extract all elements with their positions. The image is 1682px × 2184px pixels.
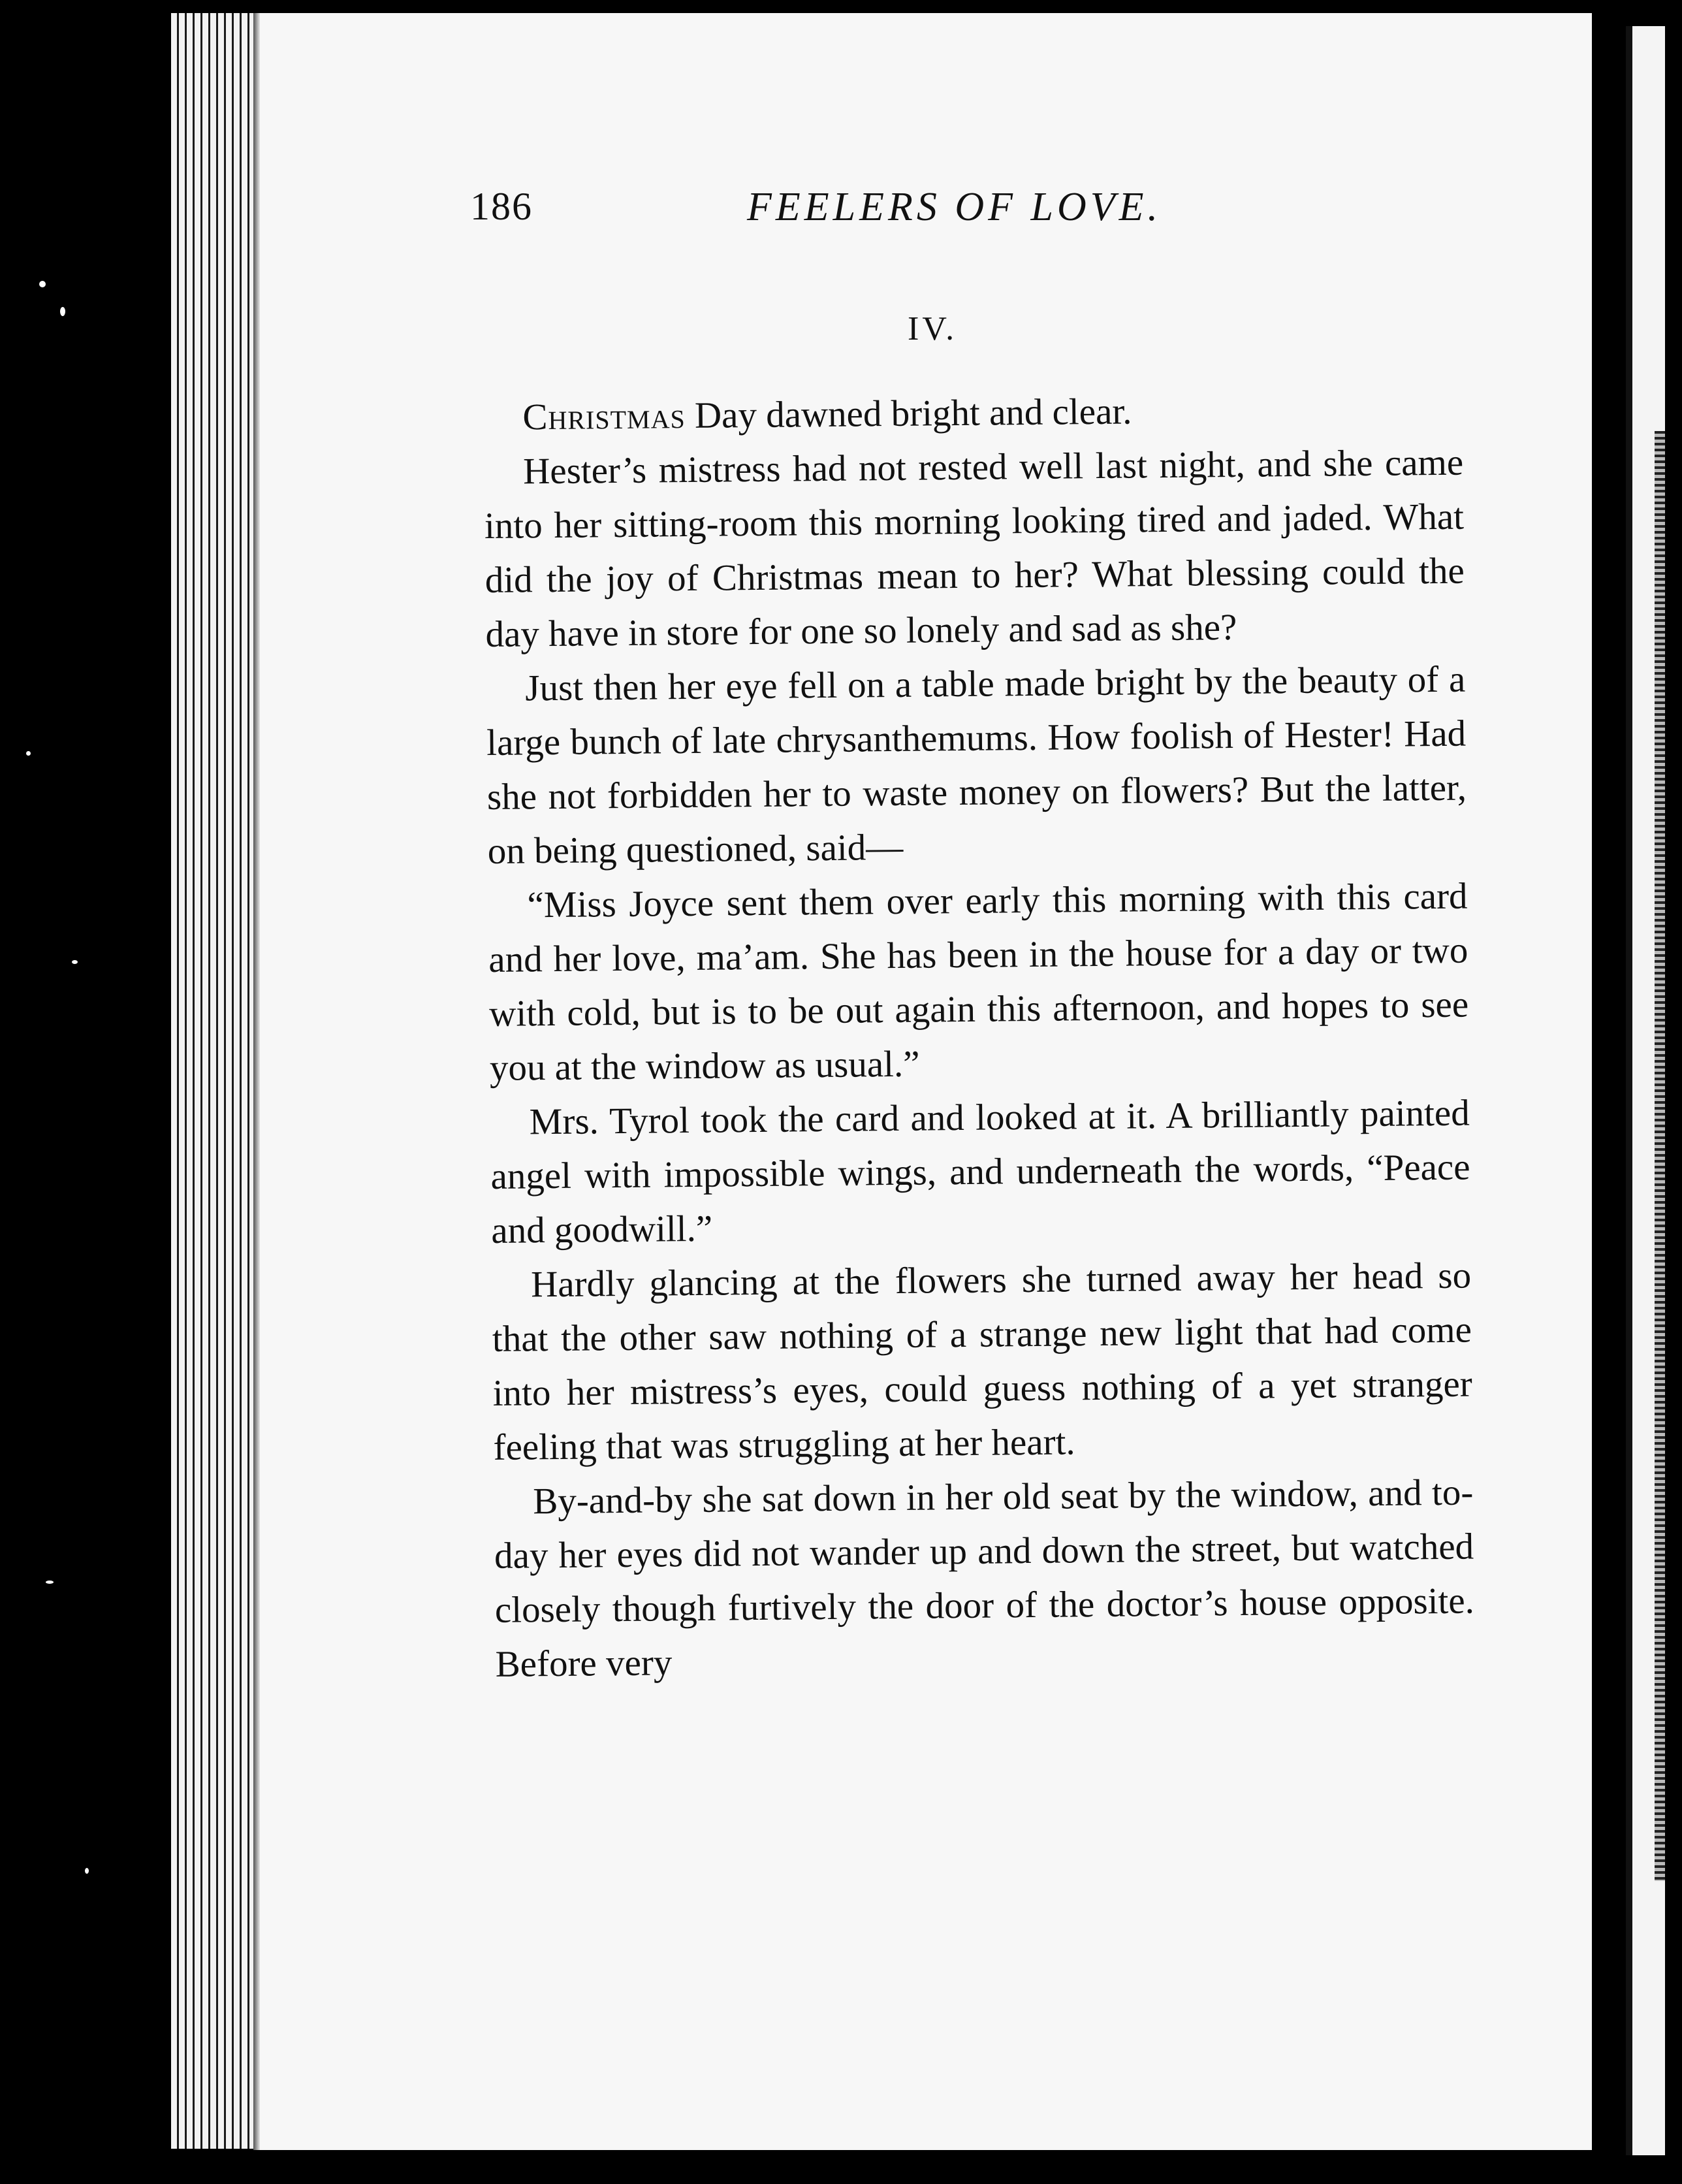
page-number: 186 bbox=[470, 185, 533, 228]
paragraph-text: Just then her eye fell on a table made bright by the beauty of a large bunch of late chrysanthemums. How foolish of Hester! Had she not forbidden her to waste money on flowers? But the latter, on being questioned, said— bbox=[486, 658, 1467, 872]
paragraph-text: “Miss Joyce sent them over early this morning with this card and her love, ma’am. She has been in the house for a day or two with cold, but is to be out again this afternoon, and hopes to see you at the window as usual.” bbox=[488, 875, 1469, 1089]
section-number: IV. bbox=[908, 310, 958, 347]
paragraph bbox=[490, 1086, 1470, 1258]
paragraph-text: Hardly glancing at the flowers she turned away her head so that the other saw nothing of a strange new light that had come into her mistress’s eyes, could guess nothing of a yet stranger feeling that was struggling at her heart. bbox=[492, 1255, 1472, 1468]
paragraph bbox=[492, 1249, 1473, 1475]
facing-page-edge bbox=[1626, 26, 1665, 2155]
running-head bbox=[470, 184, 1567, 236]
scan-speck bbox=[60, 307, 65, 316]
paragraph bbox=[486, 652, 1467, 878]
scan-speck bbox=[72, 960, 78, 964]
paragraph bbox=[483, 381, 1463, 445]
small-caps-lead: Christmas bbox=[522, 395, 686, 438]
body-text bbox=[483, 381, 1475, 1692]
paragraph-text: Mrs. Tyrol took the card and looked at it. A brilliantly painted angel with impossible wings, and underneath the words, “Peace and goodwill.” bbox=[490, 1092, 1470, 1251]
paragraph-text: Hester’s mistress had not rested well last night, and she came into her sitting-room this morning looking tired and jaded. What did the joy of Christmas mean to her? What blessing could the day have in store for one so lonely and sad as she? bbox=[484, 442, 1465, 655]
paragraph bbox=[494, 1466, 1475, 1692]
scan-speck bbox=[85, 1868, 89, 1874]
paragraph bbox=[484, 436, 1465, 662]
scan-speck bbox=[26, 751, 31, 756]
scan-speck bbox=[46, 1581, 54, 1584]
scan-speck bbox=[39, 281, 46, 287]
page-edges bbox=[171, 13, 262, 2149]
paragraph-text: By-and-by she sat down in her old seat by the window, and to-day her eyes did not wander up and down the street, but watched closely though furtively the door of the doctor’s house opposite. Before very bbox=[494, 1471, 1475, 1685]
running-head-title: FEELERS OF LOVE. bbox=[747, 185, 1162, 229]
paragraph-text: Day dawned bright and clear. bbox=[685, 391, 1132, 437]
paragraph bbox=[488, 869, 1469, 1095]
